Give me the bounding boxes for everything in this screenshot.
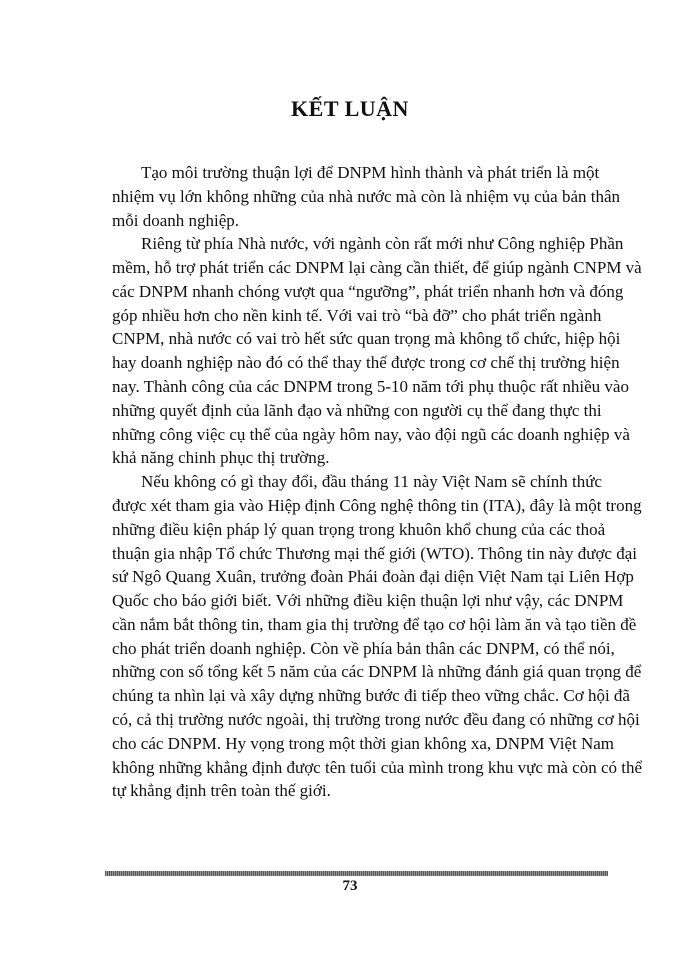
text-line: Quốc cho báo giới biết. Với những điều kiện thuận lợi như vậy, các DNPM (112, 591, 624, 611)
text-line: được xét tham gia vào Hiệp định Công nghệ thông tin (ITA), đây là một trong (112, 495, 642, 515)
text-line: góp nhiều hơn cho nền kinh tế. Với vai trò “bà đỡ” cho phát triển ngành (112, 305, 602, 325)
text-line: cho phát triển doanh nghiệp. Còn về phía bản thân các DNPM, có thể nói, (112, 638, 615, 658)
text-line: CNPM, nhà nước có vai trò hết sức quan trọng mà không tổ chức, hiệp hội (112, 329, 621, 349)
footer-divider (105, 871, 608, 876)
page-title: KẾT LUẬN (291, 96, 409, 121)
text-line: nay. Thành công của các DNPM trong 5-10 năm tới phụ thuộc rất nhiều vào (112, 377, 629, 397)
text-line: nhiệm vụ lớn không những của nhà nước mà còn là nhiệm vụ của bản thân (112, 186, 621, 206)
text-line: các DNPM nhanh chóng vượt qua “ngưỡng”, phát triển nhanh hơn và đóng (112, 281, 624, 301)
text-line: cho các DNPM. Hy vọng trong một thời gian không xa, DNPM Việt Nam (112, 733, 615, 753)
page-number: 73 (342, 878, 358, 894)
text-line: những quyết định của lãnh đạo và những con người cụ thể đang thực thi (112, 400, 602, 420)
text-line: Riêng từ phía Nhà nước, với ngành còn rất mới như Công nghiệp Phần (141, 234, 624, 254)
text-line: thuận gia nhập Tổ chức Thương mại thế giới (WTO). Thông tin này được đại (112, 543, 637, 563)
text-line: mỗi doanh nghiệp. (112, 210, 240, 230)
text-line: hay doanh nghiệp nào đó có thể thay thế được trong cơ chế thị trường hiện (112, 353, 620, 373)
text-line: mềm, hỗ trợ phát triển các DNPM lại càng cần thiết, để giúp ngành CNPM và (112, 258, 642, 278)
text-line: tự khẳng định trên toàn thế giới. (112, 781, 331, 801)
text-line: sứ Ngô Quang Xuân, trưởng đoàn Phái đoàn đại diện Việt Nam tại Liên Hợp (112, 567, 634, 587)
text-line: khả năng chinh phục thị trường. (112, 448, 330, 468)
text-line: có, cả thị trường nước ngoài, thị trường trong nước đều đang có những cơ hội (112, 709, 640, 729)
text-line: cần nắm bắt thông tin, tham gia thị trường để tạo cơ hội làm ăn và tạo tiền đề (112, 614, 637, 634)
text-line: Tạo môi trường thuận lợi để DNPM hình thành và phát triển là một (141, 163, 600, 182)
text-line: Nếu không có gì thay đổi, đầu tháng 11 này Việt Nam sẽ chính thức (141, 472, 602, 492)
text-line: không những khẳng định được tên tuổi của mình trong khu vực mà còn có thể (112, 757, 643, 777)
text-line: những điều kiện pháp lý quan trọng trong khuôn khổ chung của các thoả (112, 519, 606, 539)
text-line: những công việc cụ thể của ngày hôm nay, vào đội ngũ các doanh nghiệp và (112, 424, 630, 444)
text-line: những con số tổng kết 5 năm của các DNPM là những đánh giá quan trọng để (112, 662, 642, 682)
text-line: chúng ta nhìn lại và xây dựng những bước đi tiếp theo vững chắc. Cơ hội đã (112, 686, 630, 706)
